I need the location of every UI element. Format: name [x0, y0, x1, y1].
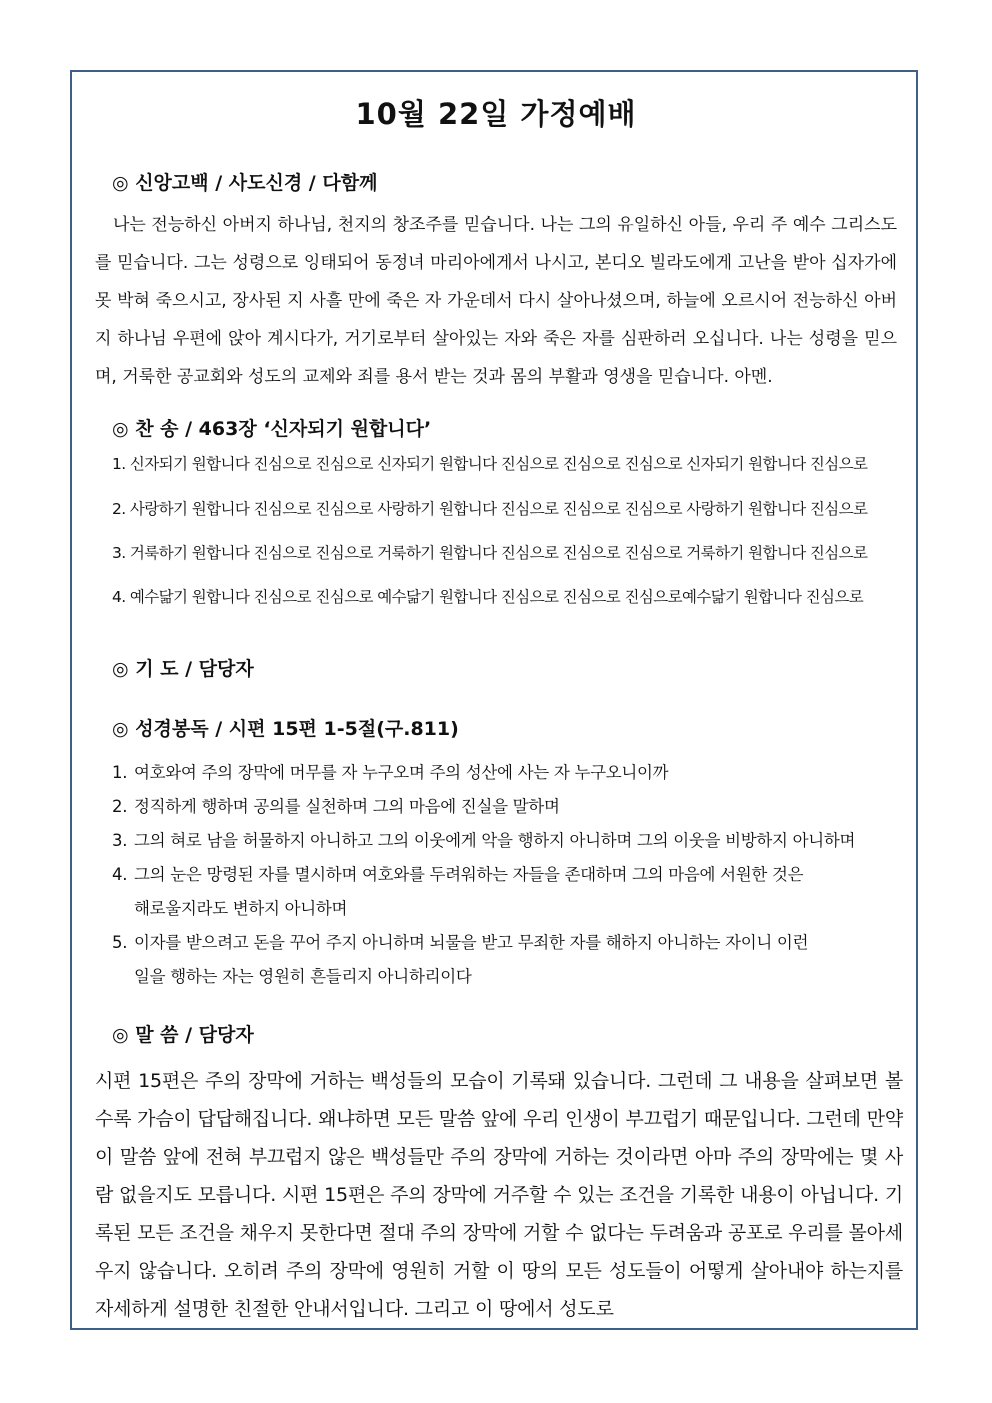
reading-heading: ◎ 성경봉독 / 시편 15편 1-5절(구.811) [112, 718, 459, 740]
hymn-line-2: 2. 사랑하기 원합니다 진심으로 진심으로 사랑하기 원합니다 진심으로 진심으로 진심으로 사랑하기 원합니다 진심으로 [112, 500, 868, 518]
hymn-heading: ◎ 찬 송 / 463장 ‘신자되기 원합니다’ [112, 418, 432, 440]
verse-text: 그의 혀로 남을 허물하지 아니하고 그의 이웃에게 악을 행하지 아니하며 그의 이웃을 비방하지 아니하며 [134, 831, 856, 850]
page-title: 10월 22일 가정예배 [355, 97, 637, 131]
hymn-line-3: 3. 거룩하기 원합니다 진심으로 진심으로 거룩하기 원합니다 진심으로 진심으로 진심으로 거룩하기 원합니다 진심으로 [112, 544, 868, 562]
verse-text: 그의 눈은 망령된 자를 멸시하며 여호와를 두려워하는 자들을 존대하며 그의 마음에 서원한 것은 [134, 865, 804, 884]
creed-body: 나는 전능하신 아버지 하나님, 천지의 창조주를 믿습니다. 나는 그의 유일하신 아들, 우리 주 예수 그리스도를 믿습니다. 그는 성령으로 잉태되어 동정녀 마리아에게서 나시고, 본디오 빌라도에게 고난을 받아 십자가에 못 박혀 죽으시고, 장사된 지 사흘 만에 죽은 자 가운데서 다시 살아나셨으며, 하늘에 오르시어 전능하신 아버지 하나님 우편에 앉아 계시다가, 거기로부터 살아있는 자와 죽은 자를 심판하러 오십니다. 나는 성령을 믿으며, 거룩한 공교회와 성도의 교제와 죄를 용서 받는 것과 몸의 부활과 영생을 믿습니다. 아멘. [95, 215, 897, 387]
hymn-line-1: 1. 신자되기 원합니다 진심으로 진심으로 신자되기 원합니다 진심으로 진심으로 진심으로 신자되기 원합니다 진심으로 [112, 455, 868, 473]
hymn-line-4: 4. 예수닮기 원합니다 진심으로 진심으로 예수닮기 원합니다 진심으로 진심으로 진심으로예수닮기 원합니다 진심으로 [112, 588, 864, 606]
verse-number: 2. [112, 797, 128, 816]
verse-text: 이자를 받으려고 돈을 꾸어 주지 아니하며 뇌물을 받고 무죄한 자를 해하지 아니하는 자이니 이런 [134, 933, 809, 952]
verse-continuation: 해로울지라도 변하지 아니하며 [134, 899, 348, 918]
creed-text [95, 206, 897, 396]
verse-1 [112, 756, 902, 994]
verse-text: 정직하게 행하며 공의를 실천하며 그의 마음에 진실을 말하며 [134, 797, 560, 816]
sermon-text: 시편 15편은 주의 장막에 거하는 백성들의 모습이 기록돼 있습니다. 그런데 그 내용을 살펴보면 볼수록 가슴이 답답해집니다. 왜냐하면 모든 말씀 앞에 우리 인생이 부끄럽기 때문입니다. 그런데 만약 이 말씀 앞에 전혀 부끄럽지 않은 백성들만 주의 장막에 거하는 것이라면 아마 주의 장막에는 몇 사람 없을지도 모릅니다. 시편 15편은 주의 장막에 거주할 수 있는 조건을 기록한 내용이 아닙니다. 기록된 모든 조건을 채우지 못한다면 절대 주의 장막에 거할 수 없다는 두려움과 공포로 우리를 몰아세우지 않습니다. 오히려 주의 장막에 영원히 거할 이 땅의 모든 성도들이 어떻게 살아내야 하는지를 자세하게 설명한 친절한 안내서입니다. 그리고 이 땅에서 성도로 [95, 1070, 903, 1320]
creed-heading: ◎ 신앙고백 / 사도신경 / 다함께 [112, 172, 378, 194]
verse-number: 5. [112, 933, 128, 952]
verse-continuation: 일을 행하는 자는 영원히 흔들리지 아니하리이다 [134, 967, 472, 986]
verse-number: 4. [112, 865, 128, 884]
verse-number: 3. [112, 831, 128, 850]
prayer-heading: ◎ 기 도 / 담당자 [112, 658, 254, 680]
sermon-heading: ◎ 말 씀 / 담당자 [112, 1024, 254, 1046]
verse-number: 1. [112, 763, 128, 782]
verse-text: 여호와여 주의 장막에 머무를 자 누구오며 주의 성산에 사는 자 누구오니이까 [134, 763, 669, 782]
